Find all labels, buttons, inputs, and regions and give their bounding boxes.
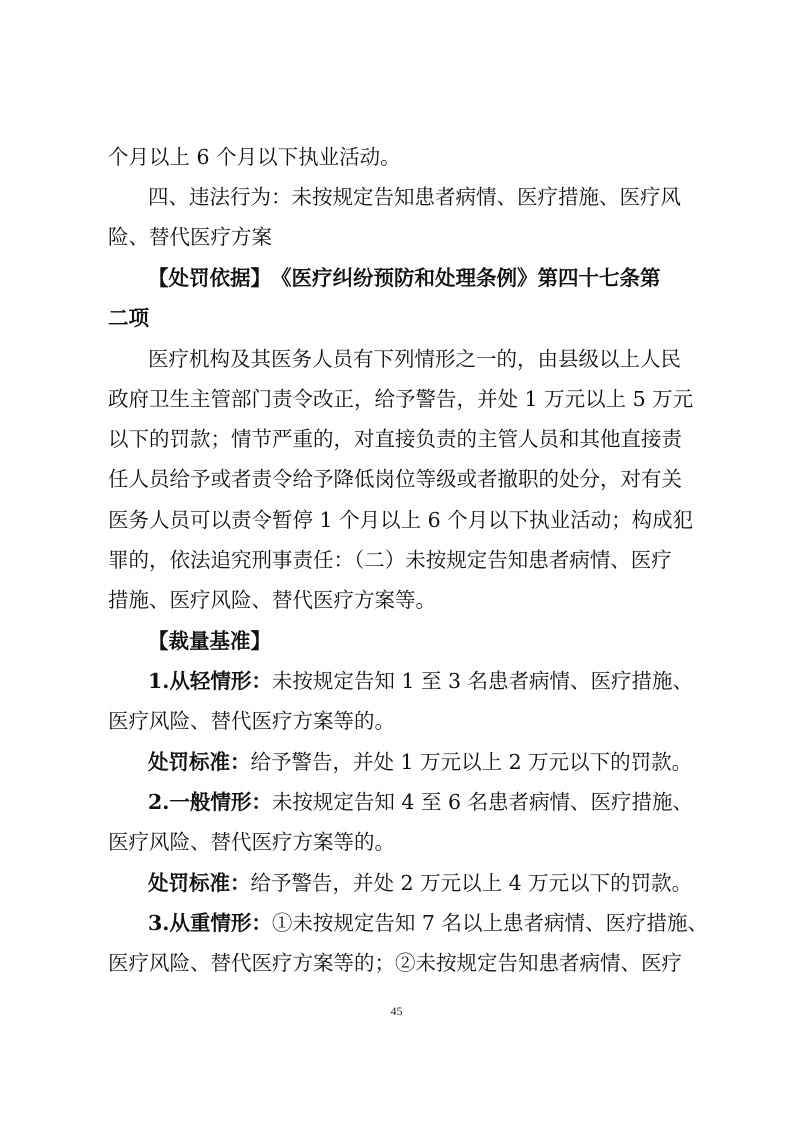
penalty-standard-line: [148, 742, 698, 782]
text-segment: 政府卫生主管部门责令改正，给予警告，并处 1 万元以上 5 万元: [108, 387, 694, 411]
text-segment: 以下的罚款；情节严重的，对直接负责的主管人员和其他直接责: [108, 427, 682, 451]
text-segment: ①未按规定告知 7 名以上患者病情、医疗措施、: [271, 911, 708, 935]
text-segment: 医疗机构及其医务人员有下列情形之一的，由县级以上人民: [148, 347, 681, 371]
tier-line: [108, 943, 698, 983]
text-segment: 给予警告，并处 1 万元以上 2 万元以下的罚款。: [250, 750, 693, 774]
text-line: [108, 137, 698, 177]
paragraph-line: [108, 459, 698, 499]
discretion-heading: 【裁量基准】: [148, 629, 271, 653]
text-segment: 医疗风险、替代医疗方案等的；②未按规定告知患者病情、医疗: [108, 951, 682, 975]
page-number: 45: [390, 1004, 403, 1018]
penalty-standard-label: 处罚标准：: [148, 750, 251, 774]
section-heading-line: [148, 177, 698, 217]
section-heading-text: 四、违法行为：未按规定告知患者病情、医疗措施、医疗风: [148, 185, 681, 209]
text-segment: 医疗风险、替代医疗方案等的。: [108, 709, 395, 733]
penalty-standard-label: 处罚标准：: [148, 871, 251, 895]
paragraph-line: [148, 339, 698, 379]
tier-line: [148, 903, 708, 943]
text-segment: 医疗风险、替代医疗方案等的。: [108, 830, 395, 854]
paragraph-line: [108, 500, 698, 540]
penalty-basis-line: [148, 258, 698, 298]
tier-line: [148, 661, 698, 701]
text-segment: 罪的，依法追究刑事责任：（二）未按规定告知患者病情、医疗: [108, 548, 672, 572]
tier-label: 3.从重情形：: [148, 911, 272, 935]
tier-line: [148, 782, 698, 822]
text-segment: 医务人员可以责令暂停 1 个月以上 6 个月以下执业活动；构成犯: [108, 508, 694, 532]
tier-line: [108, 701, 698, 741]
regulation-citation: 《医疗纠纷预防和处理条例》第四十七条第: [260, 266, 661, 290]
discretion-heading-line: [148, 621, 698, 661]
text-segment: 未按规定告知 1 至 3 名患者病情、医疗措施、: [271, 669, 694, 693]
text-segment: 措施、医疗风险、替代医疗方案等。: [108, 588, 436, 612]
paragraph-line: [108, 580, 698, 620]
section-heading-line: [108, 217, 698, 257]
paragraph-line: [108, 540, 698, 580]
tier-label: 1.从轻情形：: [148, 669, 272, 693]
text-segment: 任人员给予或者责令给予降低岗位等级或者撤职的处分，对有关: [108, 467, 682, 491]
paragraph-line: [108, 419, 698, 459]
text-segment: 未按规定告知 4 至 6 名患者病情、医疗措施、: [271, 790, 694, 814]
penalty-basis-line: [108, 298, 698, 338]
text-segment: 个月以上 6 个月以下执业活动。: [108, 145, 401, 169]
regulation-citation: 二项: [108, 306, 149, 330]
tier-line: [108, 822, 698, 862]
penalty-basis-label: 【处罚依据】: [148, 266, 261, 290]
section-heading-text: 险、替代医疗方案: [108, 225, 272, 249]
paragraph-line: [108, 379, 698, 419]
penalty-standard-line: [148, 863, 698, 903]
tier-label: 2.一般情形：: [148, 790, 272, 814]
text-segment: 给予警告，并处 2 万元以上 4 万元以下的罚款。: [250, 871, 693, 895]
